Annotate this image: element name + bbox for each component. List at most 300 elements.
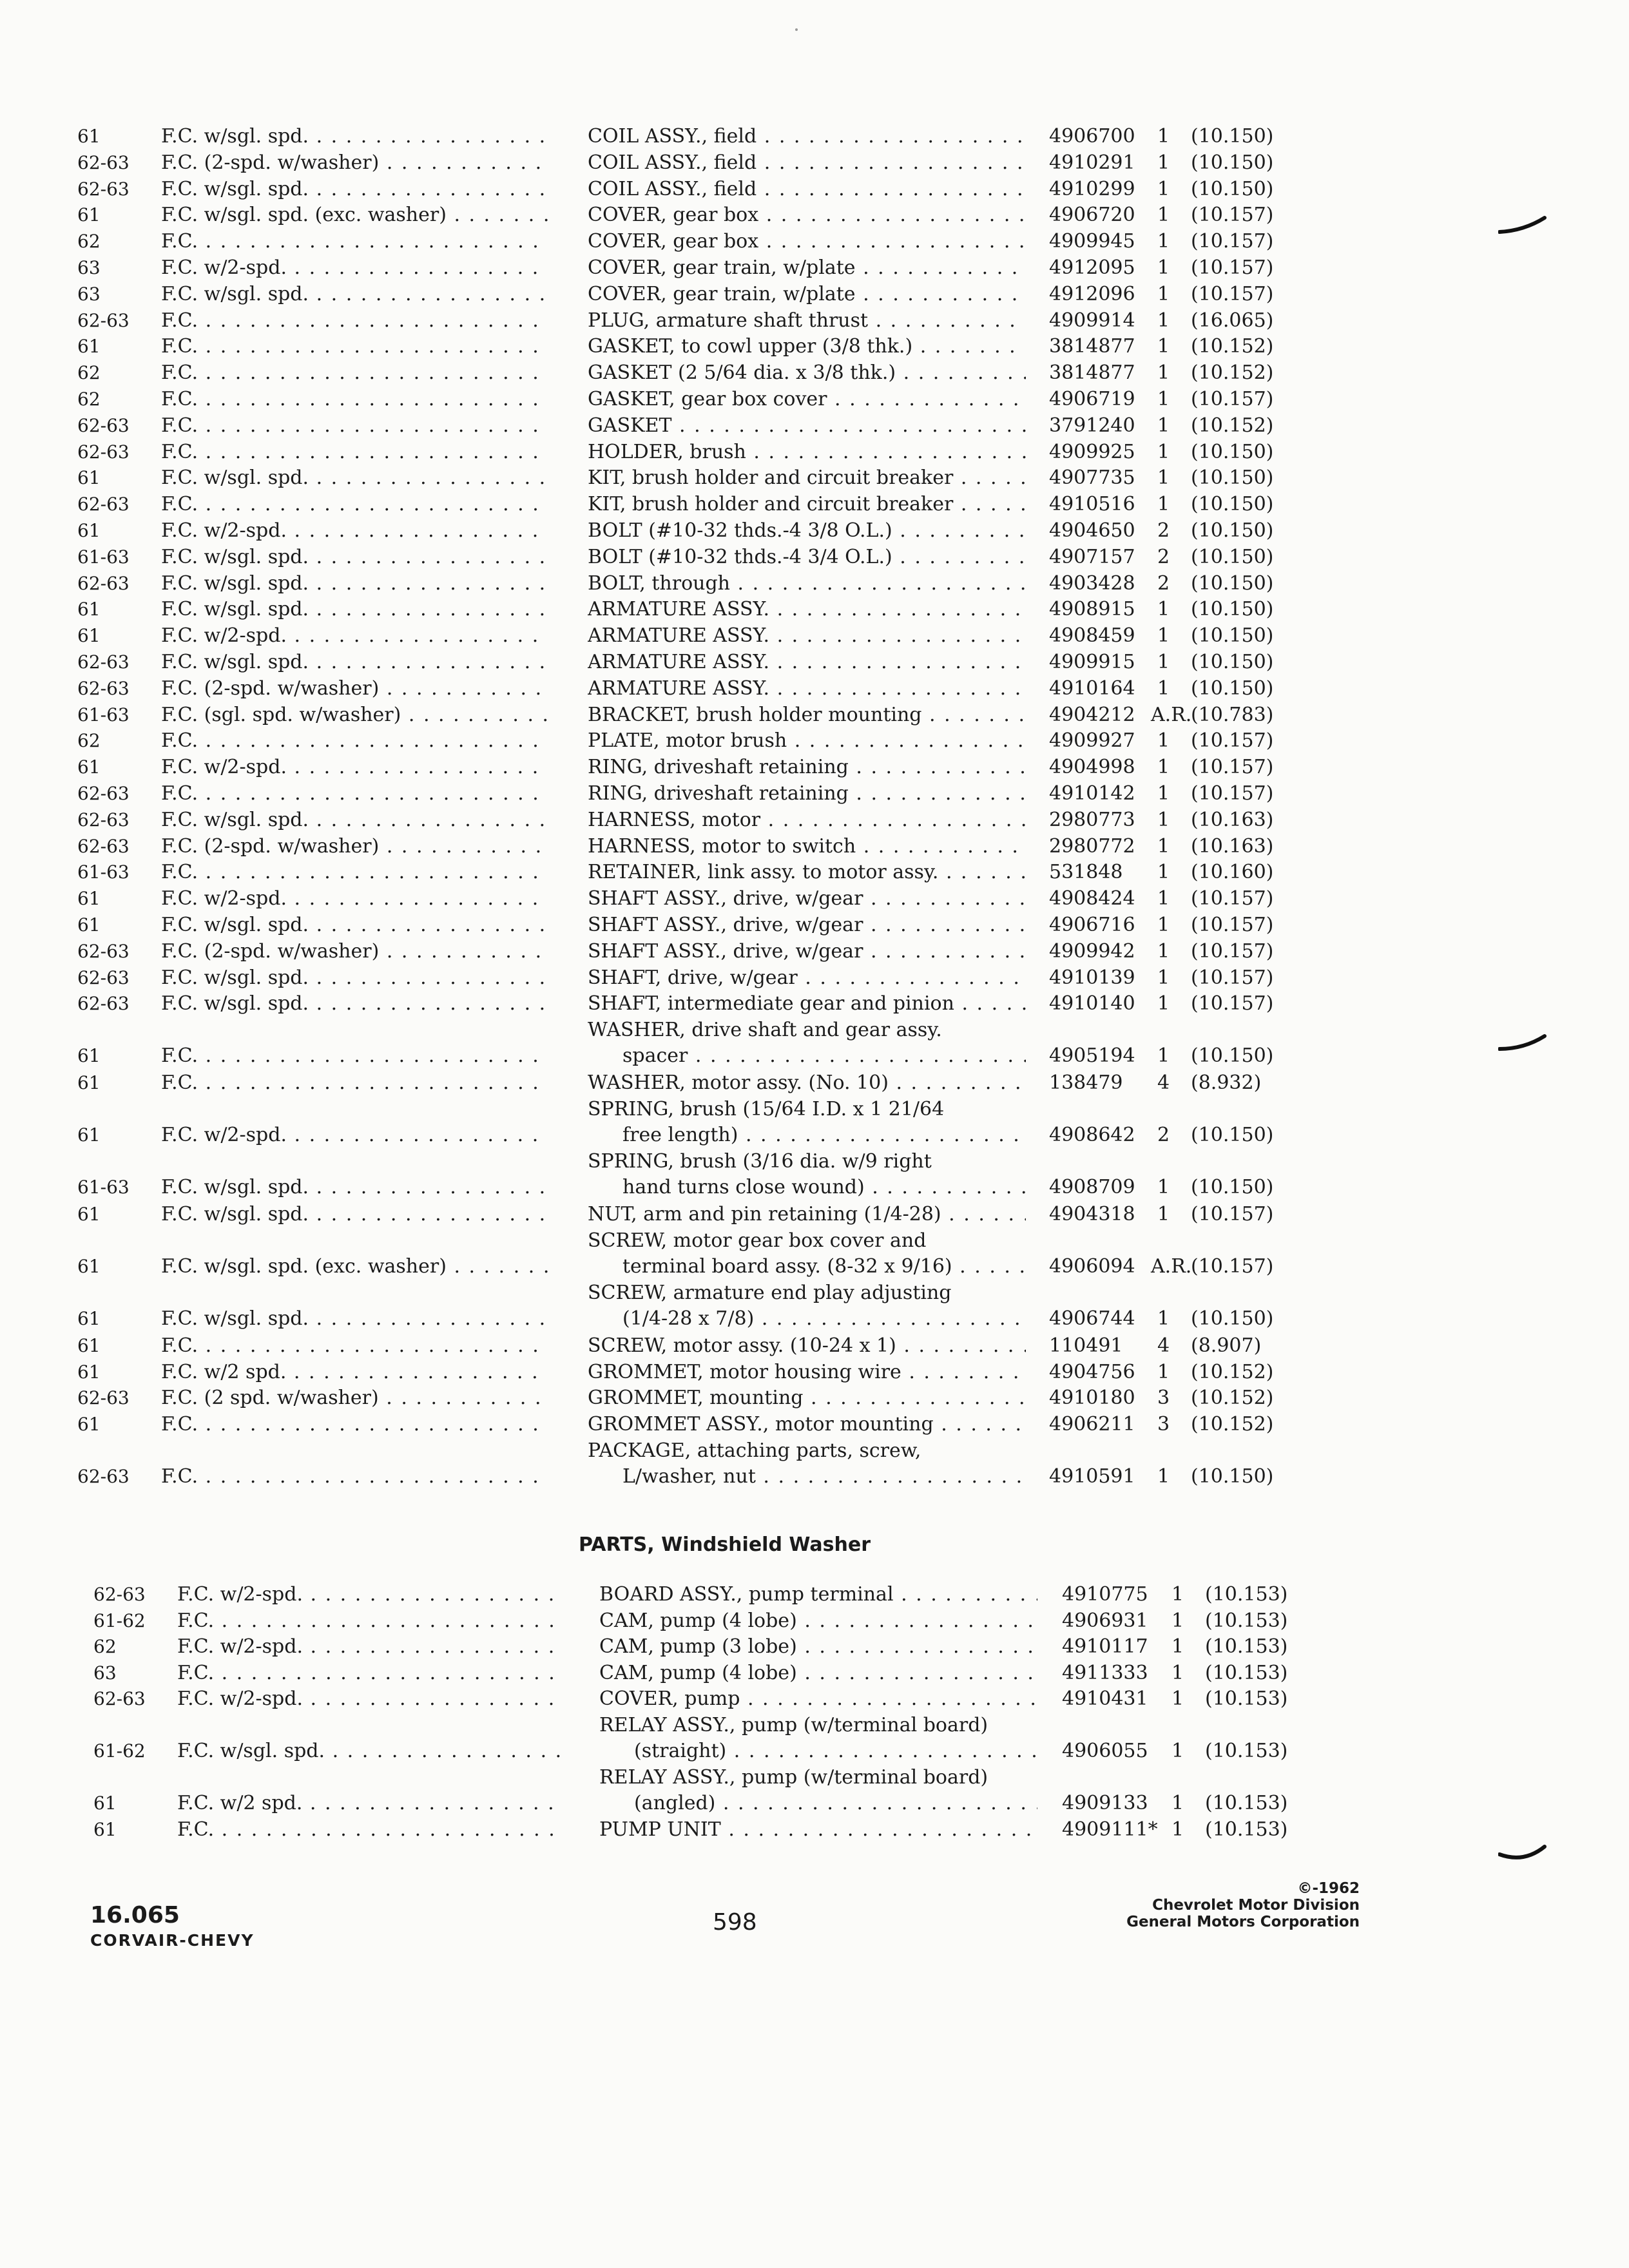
parts-row — [0, 150, 1629, 176]
parts-row — [0, 676, 1629, 702]
group-number-cell: (10.150) — [1191, 177, 1274, 200]
model-cell: F.C. . . . — [161, 360, 548, 386]
parts-row — [0, 1228, 1629, 1280]
year-cell: 62-63 — [77, 835, 130, 857]
group-number-cell: (10.150) — [1191, 466, 1274, 490]
model-cell: F.C. w/sgl. spd. . . . — [161, 282, 548, 307]
description-cell: CAM, pump (4 lobe) . . . — [599, 1608, 1037, 1634]
parts-row — [0, 308, 1629, 334]
part-number-cell: 4908709 — [1049, 1176, 1135, 1199]
year-cell: 61-62 — [93, 1740, 146, 1762]
description-cell: WASHER, drive shaft and gear assy. — [588, 1019, 942, 1042]
group-number-cell: (10.150) — [1191, 125, 1274, 148]
group-number-cell: (10.150) — [1191, 1123, 1274, 1146]
part-number-cell: 4906094 — [1049, 1254, 1135, 1278]
parts-row — [0, 492, 1629, 517]
parts-row — [0, 860, 1629, 885]
part-number-cell: 4909915 — [1049, 651, 1135, 673]
group-number-cell: (10.150) — [1191, 598, 1274, 621]
parts-row — [0, 439, 1629, 465]
description-cell: SPRING, brush (15/64 I.D. x 1 21/64 — [588, 1097, 945, 1120]
model-cell: F.C. . . . — [161, 439, 548, 465]
group-number-cell: (10.157) — [1191, 388, 1274, 410]
parts-row — [0, 649, 1629, 675]
group-number-cell: (10.163) — [1191, 834, 1274, 858]
description-cell: ARMATURE ASSY. . . . — [588, 597, 1026, 622]
parts-row — [0, 1713, 1629, 1764]
quantity-cell: 1 — [1157, 388, 1170, 410]
description-cell: RING, driveshaft retaining . . . — [588, 781, 1026, 807]
description-cell: COVER, gear box . . . — [588, 229, 1026, 255]
year-cell: 62-63 — [77, 414, 130, 436]
description-cell: GASKET (2 5/64 dia. x 3/8 thk.) . . . — [588, 360, 1026, 386]
year-cell: 63 — [77, 257, 101, 278]
description-cell: SHAFT ASSY., drive, w/gear . . . — [588, 912, 1026, 938]
group-number-cell: (10.153) — [1205, 1818, 1288, 1841]
part-number-cell: 4909133 — [1062, 1792, 1148, 1815]
quantity-cell: 1 — [1157, 335, 1170, 358]
quantity-cell: 3 — [1157, 1413, 1170, 1436]
year-cell: 61-62 — [93, 1610, 146, 1631]
quantity-cell: 1 — [1171, 1635, 1184, 1658]
group-number-cell: (10.157) — [1191, 939, 1274, 963]
description-cell: RETAINER, link assy. to motor assy. . . . — [588, 860, 1026, 885]
division-name: Chevrolet Motor Division — [1152, 1897, 1360, 1914]
model-cell: F.C. w/sgl. spd. . . . — [161, 965, 548, 991]
description-cell: COVER, gear box . . . — [588, 202, 1026, 228]
description-cell: GASKET, to cowl upper (3/8 thk.) . . . — [588, 334, 1026, 360]
model-cell: F.C. (2-spd. w/washer) . . . — [161, 676, 548, 702]
quantity-cell: 1 — [1171, 1583, 1184, 1606]
model-cell: F.C. . . . — [161, 1333, 548, 1359]
part-number-cell: 4909111* — [1062, 1818, 1158, 1841]
parts-row — [0, 387, 1629, 412]
year-cell: 62-63 — [77, 1466, 130, 1487]
year-cell: 62-63 — [77, 651, 130, 673]
group-number-cell: (10.152) — [1191, 361, 1274, 385]
year-cell: 62-63 — [77, 572, 130, 594]
year-cell: 61-63 — [77, 861, 130, 883]
model-cell: F.C. . . . — [161, 728, 548, 754]
group-number-cell: (10.157) — [1191, 729, 1274, 753]
description-continuation: spacer . . . — [588, 1043, 1026, 1069]
margin-tick-mark — [1498, 1031, 1550, 1057]
description-cell: GROMMET, motor housing wire . . . — [588, 1360, 1026, 1385]
parts-row — [0, 229, 1629, 255]
quantity-cell: 1 — [1157, 1176, 1170, 1199]
part-number-cell: 4910139 — [1049, 966, 1135, 989]
year-cell: 61 — [77, 1124, 101, 1146]
year-cell: 61 — [77, 520, 101, 541]
description-cell: CAM, pump (4 lobe) . . . — [599, 1660, 1037, 1686]
margin-tick-mark — [1498, 1843, 1550, 1869]
group-number-cell: (10.150) — [1191, 1465, 1274, 1488]
parts-row — [0, 1070, 1629, 1096]
quantity-cell: 1 — [1157, 677, 1170, 700]
description-cell: BRACKET, brush holder mounting . . . — [588, 702, 1026, 728]
model-cell: F.C. w/sgl. spd. . . . — [161, 1202, 548, 1227]
part-number-cell: 3814877 — [1049, 361, 1135, 385]
part-number-cell: 4910140 — [1049, 992, 1135, 1015]
part-number-cell: 4906719 — [1049, 388, 1135, 410]
group-number-cell: (10.150) — [1191, 493, 1274, 516]
model-cell: F.C. . . . — [161, 308, 548, 334]
quantity-cell: 1 — [1157, 651, 1170, 673]
description-cell: HARNESS, motor . . . — [588, 807, 1026, 833]
quantity-cell: 2 — [1157, 545, 1170, 568]
description-cell: COIL ASSY., field . . . — [588, 177, 1026, 202]
year-cell: 62-63 — [77, 309, 130, 331]
group-number-cell: (10.157) — [1191, 230, 1274, 253]
model-cell: F.C. w/sgl. spd. . . . — [161, 1175, 548, 1200]
description-cell: ARMATURE ASSY. . . . — [588, 649, 1026, 675]
quantity-cell: 1 — [1157, 992, 1170, 1015]
part-number-cell: 4904756 — [1049, 1360, 1135, 1383]
model-cell: F.C. . . . — [161, 1464, 548, 1490]
description-cell: ARMATURE ASSY. . . . — [588, 676, 1026, 702]
parts-row — [0, 1608, 1629, 1634]
parts-row — [0, 124, 1629, 149]
parts-row — [0, 965, 1629, 991]
model-cell: F.C. w/2-spd. . . . — [177, 1582, 564, 1608]
group-number-cell: (10.150) — [1191, 151, 1274, 174]
year-cell: 62 — [77, 730, 101, 752]
description-continuation: L/washer, nut . . . — [588, 1464, 1026, 1490]
description-cell: SHAFT, intermediate gear and pinion . . . — [588, 991, 1026, 1017]
year-cell: 61-63 — [77, 704, 130, 726]
description-cell: COIL ASSY., field . . . — [588, 124, 1026, 149]
year-cell: 63 — [77, 283, 101, 305]
group-number-cell: (10.160) — [1191, 861, 1274, 884]
model-cell: F.C. (2-spd. w/washer) . . . — [161, 834, 548, 860]
year-cell: 61 — [77, 467, 101, 489]
quantity-cell: 1 — [1171, 1687, 1184, 1711]
quantity-cell: 1 — [1157, 440, 1170, 463]
description-cell: SHAFT ASSY., drive, w/gear . . . — [588, 939, 1026, 965]
group-number-cell: (10.152) — [1191, 1360, 1274, 1383]
quantity-cell: 1 — [1171, 1661, 1184, 1684]
parts-row — [0, 1412, 1629, 1437]
group-number-cell: (10.150) — [1191, 545, 1274, 568]
year-cell: 62-63 — [77, 993, 130, 1015]
model-cell: F.C. . . . — [161, 334, 548, 360]
description-cell: KIT, brush holder and circuit breaker . . . — [588, 465, 1026, 491]
quantity-cell: 1 — [1157, 887, 1170, 910]
description-cell: GASKET, gear box cover . . . — [588, 387, 1026, 412]
quantity-cell: 1 — [1157, 834, 1170, 858]
year-cell: 62 — [77, 389, 101, 410]
year-cell: 61 — [77, 1255, 101, 1277]
quantity-cell: 1 — [1157, 966, 1170, 989]
group-number-cell: (10.153) — [1205, 1792, 1288, 1815]
part-number-cell: 4911333 — [1062, 1661, 1148, 1684]
part-number-cell: 4908915 — [1049, 598, 1135, 621]
quantity-cell: A.R. — [1151, 703, 1192, 726]
year-cell: 61 — [77, 204, 101, 226]
year-cell: 61 — [77, 1414, 101, 1436]
model-cell: F.C. . . . — [161, 492, 548, 517]
part-number-cell: 531848 — [1049, 861, 1123, 884]
year-cell: 61-63 — [77, 1177, 130, 1198]
quantity-cell: 1 — [1157, 1465, 1170, 1488]
description-cell: SHAFT ASSY., drive, w/gear . . . — [588, 886, 1026, 912]
model-cell: F.C. w/sgl. spd. . . . — [161, 807, 548, 833]
year-cell: 61 — [77, 599, 101, 620]
group-number-cell: (10.152) — [1191, 1387, 1274, 1410]
description-cell: WASHER, motor assy. (No. 10) . . . — [588, 1070, 1026, 1096]
parts-row — [0, 1280, 1629, 1332]
part-number-cell: 4909945 — [1049, 230, 1135, 253]
quantity-cell: 1 — [1157, 204, 1170, 227]
group-number-cell: (10.150) — [1191, 677, 1274, 700]
quantity-cell: 1 — [1157, 361, 1170, 385]
group-number-cell: (10.153) — [1205, 1661, 1288, 1684]
parts-row — [0, 623, 1629, 649]
parts-row — [0, 1660, 1629, 1686]
parts-row — [0, 255, 1629, 281]
parts-row — [0, 413, 1629, 439]
description-cell: BOLT, through . . . — [588, 571, 1026, 597]
group-number-cell: (10.157) — [1191, 1202, 1274, 1225]
description-cell: RELAY ASSY., pump (w/terminal board) — [599, 1766, 988, 1789]
group-number-cell: (10.157) — [1191, 992, 1274, 1015]
group-number-cell: (10.153) — [1205, 1609, 1288, 1632]
parts-row — [0, 202, 1629, 228]
part-number-cell: 4904650 — [1049, 519, 1135, 542]
description-cell: CAM, pump (3 lobe) . . . — [599, 1634, 1037, 1660]
quantity-cell: 1 — [1157, 309, 1170, 332]
part-number-cell: 4906211 — [1049, 1413, 1135, 1436]
parts-row — [0, 1202, 1629, 1227]
model-cell: F.C. . . . — [161, 781, 548, 807]
year-cell: 62-63 — [93, 1584, 146, 1605]
parts-row — [0, 1634, 1629, 1660]
part-number-cell: 4912095 — [1049, 256, 1135, 279]
description-cell: BOLT (#10-32 thds.-4 3/4 O.L.) . . . — [588, 544, 1026, 570]
part-number-cell: 4910516 — [1049, 493, 1135, 516]
model-cell: F.C. . . . — [161, 387, 548, 412]
parts-row — [0, 282, 1629, 307]
parts-row — [0, 1817, 1629, 1843]
part-number-cell: 4910164 — [1049, 677, 1135, 700]
section-title: PARTS, Windshield Washer — [579, 1533, 871, 1556]
parts-row — [0, 1017, 1629, 1069]
group-number-cell: (10.157) — [1191, 756, 1274, 779]
year-cell: 62-63 — [77, 441, 130, 463]
description-cell: PLUG, armature shaft thrust . . . — [588, 308, 1026, 334]
part-number-cell: 4904318 — [1049, 1202, 1135, 1225]
part-number-cell: 4908424 — [1049, 887, 1135, 910]
description-cell: PLATE, motor brush . . . — [588, 728, 1026, 754]
year-cell: 62-63 — [77, 494, 130, 515]
year-cell: 61 — [77, 126, 101, 147]
model-cell: F.C. w/2-spd. . . . — [161, 754, 548, 780]
year-cell: 61 — [93, 1792, 117, 1814]
model-cell: F.C. w/2-spd. . . . — [161, 1122, 548, 1148]
group-number-cell: (10.150) — [1191, 1176, 1274, 1199]
description-cell: COVER, pump . . . — [599, 1686, 1037, 1712]
parts-row — [0, 1333, 1629, 1359]
description-cell: RELAY ASSY., pump (w/terminal board) — [599, 1714, 988, 1736]
quantity-cell: 1 — [1157, 729, 1170, 753]
year-cell: 62-63 — [77, 966, 130, 988]
group-number-cell: (10.153) — [1205, 1583, 1288, 1606]
year-cell: 61 — [77, 625, 101, 647]
year-cell: 61-63 — [77, 546, 130, 568]
description-cell: HOLDER, brush . . . — [588, 439, 1026, 465]
description-continuation: hand turns close wound) . . . — [588, 1175, 1026, 1200]
parts-row — [0, 754, 1629, 780]
quantity-cell: 1 — [1157, 466, 1170, 490]
group-number-cell: (10.150) — [1191, 572, 1274, 595]
page-number: 598 — [713, 1909, 757, 1936]
part-number-cell: 4905194 — [1049, 1044, 1135, 1068]
year-cell: 61 — [77, 888, 101, 910]
group-number-cell: (10.157) — [1191, 256, 1274, 279]
part-number-cell: 4907735 — [1049, 466, 1135, 490]
model-cell: F.C. w/2-spd. . . . — [177, 1686, 564, 1712]
quantity-cell: 1 — [1157, 756, 1170, 779]
parts-row — [0, 939, 1629, 965]
model-cell: F.C. w/2-spd. . . . — [161, 518, 548, 544]
quantity-cell: 1 — [1157, 1307, 1170, 1331]
quantity-cell: 4 — [1157, 1334, 1170, 1357]
quantity-cell: 1 — [1157, 282, 1170, 305]
group-number-cell: (10.150) — [1191, 1044, 1274, 1068]
quantity-cell: 1 — [1157, 598, 1170, 621]
model-cell: F.C. . . . — [161, 860, 548, 885]
year-cell: 61 — [77, 1072, 101, 1093]
description-continuation: free length) . . . — [588, 1122, 1026, 1148]
quantity-cell: 1 — [1157, 861, 1170, 884]
model-cell: F.C. w/sgl. spd. . . . — [161, 571, 548, 597]
model-cell: F.C. w/sgl. spd. . . . — [161, 1306, 548, 1332]
description-cell: PACKAGE, attaching parts, screw, — [588, 1439, 921, 1462]
quantity-cell: 1 — [1171, 1792, 1184, 1815]
group-number-cell: (10.153) — [1205, 1635, 1288, 1658]
part-number-cell: 4910291 — [1049, 151, 1135, 174]
group-number-cell: (10.150) — [1191, 440, 1274, 463]
quantity-cell: 1 — [1157, 493, 1170, 516]
parts-row — [0, 544, 1629, 570]
model-cell: F.C. . . . — [161, 1412, 548, 1437]
parts-row — [0, 360, 1629, 386]
parts-row — [0, 1097, 1629, 1148]
year-cell: 62 — [77, 231, 101, 253]
quantity-cell: 1 — [1157, 256, 1170, 279]
part-number-cell: 4909942 — [1049, 939, 1135, 963]
year-cell: 61 — [77, 1203, 101, 1225]
parts-row — [0, 1686, 1629, 1712]
model-cell: F.C. w/sgl. spd. . . . — [161, 991, 548, 1017]
part-number-cell: 4910775 — [1062, 1583, 1148, 1606]
year-cell: 62-63 — [77, 809, 130, 831]
parts-row — [0, 334, 1629, 360]
group-number-cell: (10.152) — [1191, 1413, 1274, 1436]
description-cell: SCREW, motor gear box cover and — [588, 1229, 927, 1252]
part-number-cell: 4910591 — [1049, 1465, 1135, 1488]
quantity-cell: 1 — [1157, 1202, 1170, 1225]
part-number-cell: 4910142 — [1049, 782, 1135, 805]
model-cell: F.C. (2 spd. w/washer) . . . — [161, 1385, 548, 1411]
parts-row — [0, 177, 1629, 202]
model-cell: F.C. . . . — [161, 229, 548, 255]
part-number-cell: 3814877 — [1049, 335, 1135, 358]
quantity-cell: 4 — [1157, 1071, 1170, 1094]
parts-row — [0, 728, 1629, 754]
model-cell: F.C. w/sgl. spd. . . . — [161, 597, 548, 622]
parts-row — [0, 991, 1629, 1017]
year-cell: 62-63 — [77, 783, 130, 804]
model-cell: F.C. w/2-spd. . . . — [161, 623, 548, 649]
quantity-cell: A.R. — [1151, 1254, 1192, 1278]
year-cell: 61 — [77, 756, 101, 778]
year-cell: 62-63 — [77, 151, 130, 173]
quantity-cell: 1 — [1157, 808, 1170, 831]
year-cell: 62-63 — [77, 178, 130, 200]
parts-row — [0, 912, 1629, 938]
description-cell: KIT, brush holder and circuit breaker . . . — [588, 492, 1026, 517]
description-cell: SCREW, armature end play adjusting — [588, 1282, 952, 1305]
quantity-cell: 1 — [1157, 1044, 1170, 1068]
group-number-cell: (8.932) — [1191, 1071, 1262, 1094]
parts-row — [0, 597, 1629, 622]
description-cell: SPRING, brush (3/16 dia. w/9 right — [588, 1150, 932, 1173]
group-number-cell: (10.157) — [1191, 782, 1274, 805]
parts-row — [0, 1385, 1629, 1411]
quantity-cell: 1 — [1157, 177, 1170, 200]
parts-row — [0, 1149, 1629, 1200]
part-number-cell: 4908459 — [1049, 624, 1135, 648]
description-cell: SCREW, motor assy. (10-24 x 1) . . . — [588, 1333, 1026, 1359]
part-number-cell: 4906720 — [1049, 204, 1135, 227]
quantity-cell: 2 — [1157, 1123, 1170, 1146]
group-number-cell: (10.150) — [1191, 651, 1274, 673]
model-cell: F.C. w/sgl. spd. . . . — [161, 465, 548, 491]
quantity-cell: 1 — [1157, 914, 1170, 936]
group-number-cell: (10.163) — [1191, 808, 1274, 831]
part-number-cell: 4906931 — [1062, 1609, 1148, 1632]
model-cell: F.C. w/sgl. spd. . . . — [161, 649, 548, 675]
quantity-cell: 1 — [1157, 414, 1170, 437]
parts-row — [0, 781, 1629, 807]
year-cell: 62-63 — [77, 1387, 130, 1409]
parts-row — [0, 834, 1629, 860]
description-cell: GROMMET, mounting . . . — [588, 1385, 1026, 1411]
parts-row — [0, 571, 1629, 597]
quantity-cell: 1 — [1157, 151, 1170, 174]
part-number-cell: 4910117 — [1062, 1635, 1148, 1658]
part-number-cell: 4907157 — [1049, 545, 1135, 568]
year-cell: 61 — [77, 1045, 101, 1067]
group-number-cell: (10.150) — [1191, 1307, 1274, 1331]
part-number-cell: 4906055 — [1062, 1740, 1148, 1762]
part-number-cell: 110491 — [1049, 1334, 1123, 1357]
model-cell: F.C. . . . — [177, 1608, 564, 1634]
part-number-cell: 4910431 — [1062, 1687, 1148, 1711]
year-cell: 62 — [93, 1636, 117, 1658]
year-cell: 61 — [77, 1308, 101, 1330]
quantity-cell: 2 — [1157, 572, 1170, 595]
model-cell: F.C. . . . — [177, 1660, 564, 1686]
quantity-cell: 1 — [1157, 230, 1170, 253]
description-cell: BOLT (#10-32 thds.-4 3/8 O.L.) . . . — [588, 518, 1026, 544]
quantity-cell: 1 — [1171, 1740, 1184, 1762]
description-cell: GASKET . . . — [588, 413, 1026, 439]
quantity-cell: 1 — [1157, 939, 1170, 963]
parts-row — [0, 465, 1629, 491]
quantity-cell: 1 — [1171, 1818, 1184, 1841]
